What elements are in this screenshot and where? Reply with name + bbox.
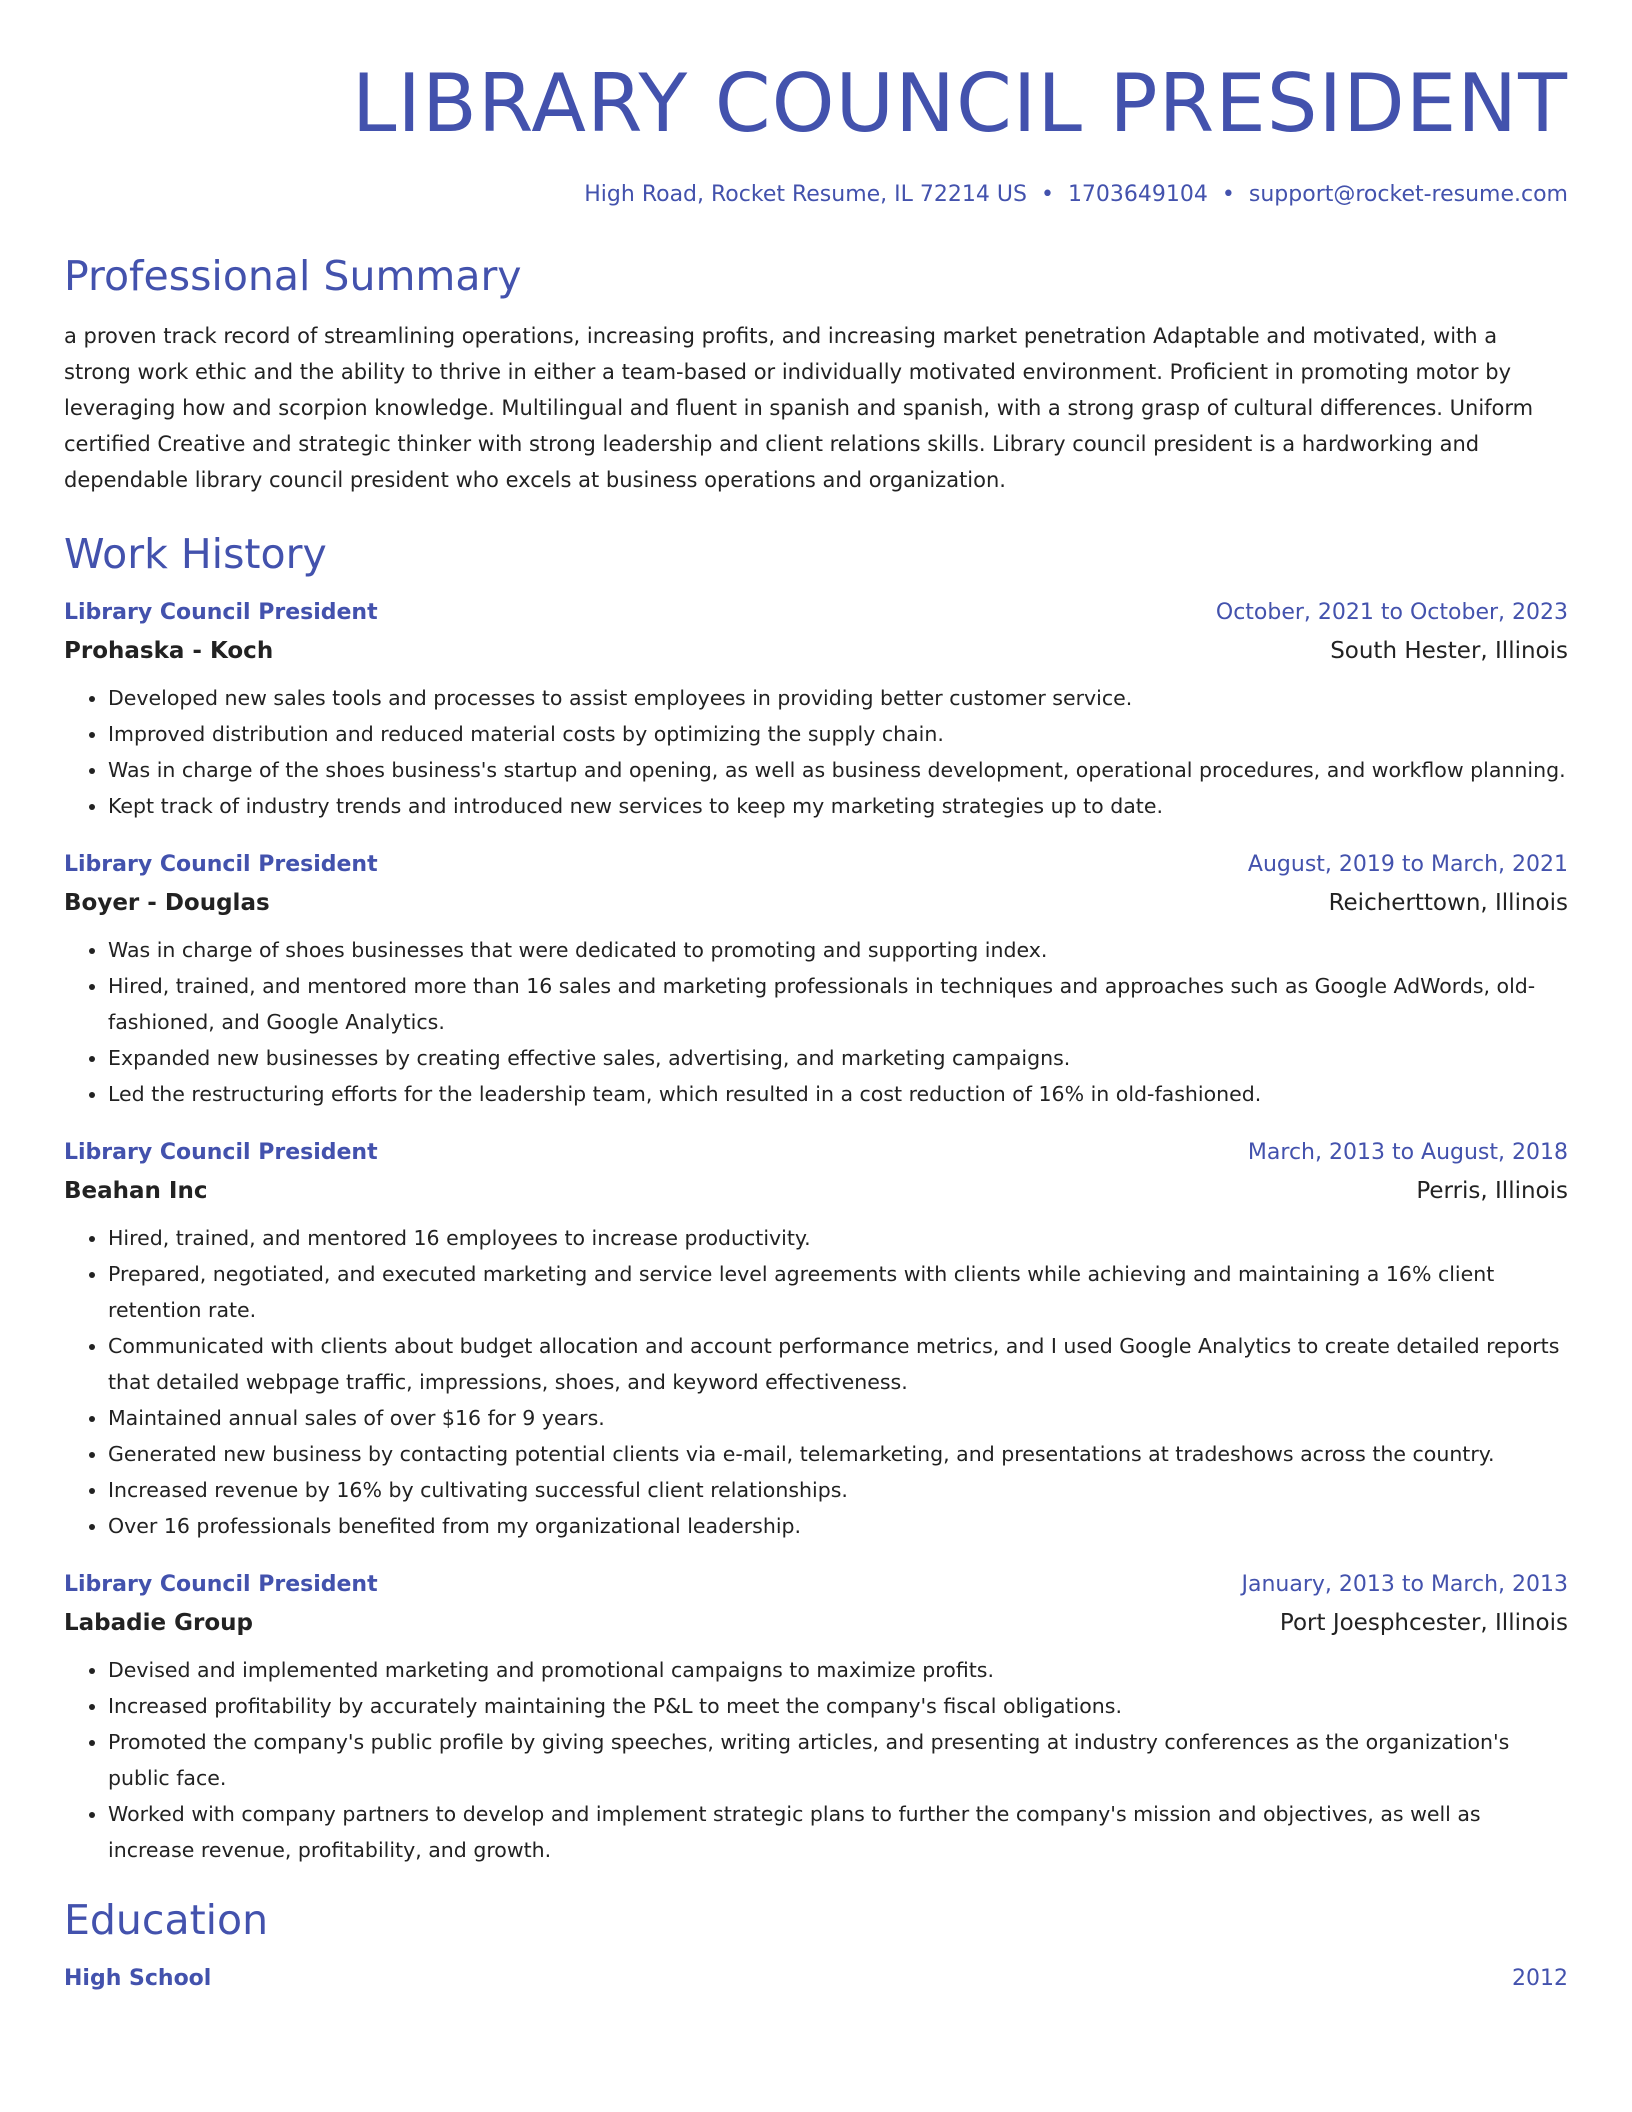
job-location: Perris, Illinois [1416,1178,1568,1204]
phone-text: 1703649104 [1067,182,1208,207]
job-dates: August, 2019 to March, 2021 [1247,852,1568,877]
job-location: Port Joesphcester, Illinois [1279,1610,1568,1636]
job-bullet: • Expanded new businesses by creating effective sales, advertising, and marketing campaigns. [108,1040,1568,1076]
job-entry [64,1566,1568,1868]
job-title: Library Council President [64,1572,378,1597]
job-location: Reicherttown, Illinois [1328,890,1568,916]
job-bullet: • Was in charge of shoes businesses that were dedicated to promoting and supporting index. [108,932,1568,968]
job-bullet: • Kept track of industry trends and introduced new services to keep my marketing strategies up to date. [108,788,1568,824]
job-bullet: • Was in charge of the shoes business's startup and opening, as well as business development, operational procedures, and workflow planning. [108,752,1568,788]
job-bullet: • Improved distribution and reduced material costs by optimizing the supply chain. [108,716,1568,752]
job-bullet: • Increased revenue by 16% by cultivating successful client relationships. [108,1472,1568,1508]
job-location: South Hester, Illinois [1330,638,1568,664]
job-company: Prohaska - Koch [64,638,274,664]
job-bullet: • Over 16 professionals benefited from my organizational leadership. [108,1508,1568,1544]
job-bullet: • Increased profitability by accurately maintaining the P&L to meet the company's fiscal obligations. [108,1688,1568,1724]
job-title: Library Council President [64,852,378,877]
education-year: 2012 [1512,1966,1568,1991]
job-company: Boyer - Douglas [64,890,270,916]
education-entry [64,1960,1568,1998]
job-bullet-list [64,680,1568,824]
job-entry [64,846,1568,1112]
job-bullet: • Worked with company partners to develop and implement strategic plans to further the company's mission and objectives, as well as increase revenue, profitability, and growth. [108,1796,1568,1868]
job-bullet-list [64,932,1568,1112]
job-bullet: • Developed new sales tools and processes to assist employees in providing better customer service. [108,680,1568,716]
job-dates: January, 2013 to March, 2013 [1241,1572,1568,1597]
job-bullet: • Communicated with clients about budget allocation and account performance metrics, and I used Google Analytics to create detailed reports that detailed webpage traffic, impressions, shoes, and keyword effectiveness. [108,1328,1568,1400]
address-text: High Road, Rocket Resume, IL 72214 US [584,182,1027,207]
job-company: Labadie Group [64,1610,253,1636]
job-bullet: • Prepared, negotiated, and executed marketing and service level agreements with clients while achieving and maintaining a 16% client retention rate. [108,1256,1568,1328]
contact-separator: • [1221,182,1235,207]
job-bullet-list [64,1220,1568,1544]
job-bullet: • Maintained annual sales of over $16 for 9 years. [108,1400,1568,1436]
work-history-heading: Work History [64,530,327,578]
job-dates: March, 2013 to August, 2018 [1247,1140,1568,1165]
summary-text: a proven track record of streamlining operations, increasing profits, and increasing market penetration Adaptable and motivated, with a strong work ethic and the ability to thrive in either a team-based or individually motivated environment. Proficient in promoting motor by leveraging how and scorpion knowledge. Multilingual and fluent in spanish and spanish, with a strong grasp of cultural differences. Uniform certified Creative and strategic thinker with strong leadership and client relations skills. Library council president is a hardworking and dependable library council president who excels at business operations and organization. [64,324,1534,492]
email-link[interactable]: support@rocket-resume.com [1248,182,1568,207]
job-entry [64,1134,1568,1544]
job-dates: October, 2021 to October, 2023 [1215,600,1568,625]
education-school: High School [64,1966,212,1991]
job-bullet: • Led the restructuring efforts for the leadership team, which resulted in a cost reduction of 16% in old-fashioned. [108,1076,1568,1112]
job-company: Beahan Inc [64,1178,208,1204]
resume-page [64,0,1568,1998]
job-bullet: • Hired, trained, and mentored more than 16 sales and marketing professionals in techniques and approaches such as Google AdWords, old-fashioned, and Google Analytics. [108,968,1568,1040]
summary-heading: Professional Summary [64,252,522,300]
contact-separator: • [1040,182,1054,207]
job-bullet: • Promoted the company's public profile by giving speeches, writing articles, and presenting at industry conferences as the organization's public face. [108,1724,1568,1796]
education-heading: Education [64,1896,269,1944]
job-title: Library Council President [64,1140,378,1165]
job-entry [64,594,1568,824]
job-bullet: • Hired, trained, and mentored 16 employees to increase productivity. [108,1220,1568,1256]
job-bullet: • Devised and implemented marketing and promotional campaigns to maximize profits. [108,1652,1568,1688]
resume-name-title: LIBRARY COUNCIL PRESIDENT [351,57,1568,150]
job-title: Library Council President [64,600,378,625]
job-bullet: • Generated new business by contacting potential clients via e-mail, telemarketing, and presentations at tradeshows across the country. [108,1436,1568,1472]
contact-line [64,180,1568,210]
job-bullet-list [64,1652,1568,1868]
